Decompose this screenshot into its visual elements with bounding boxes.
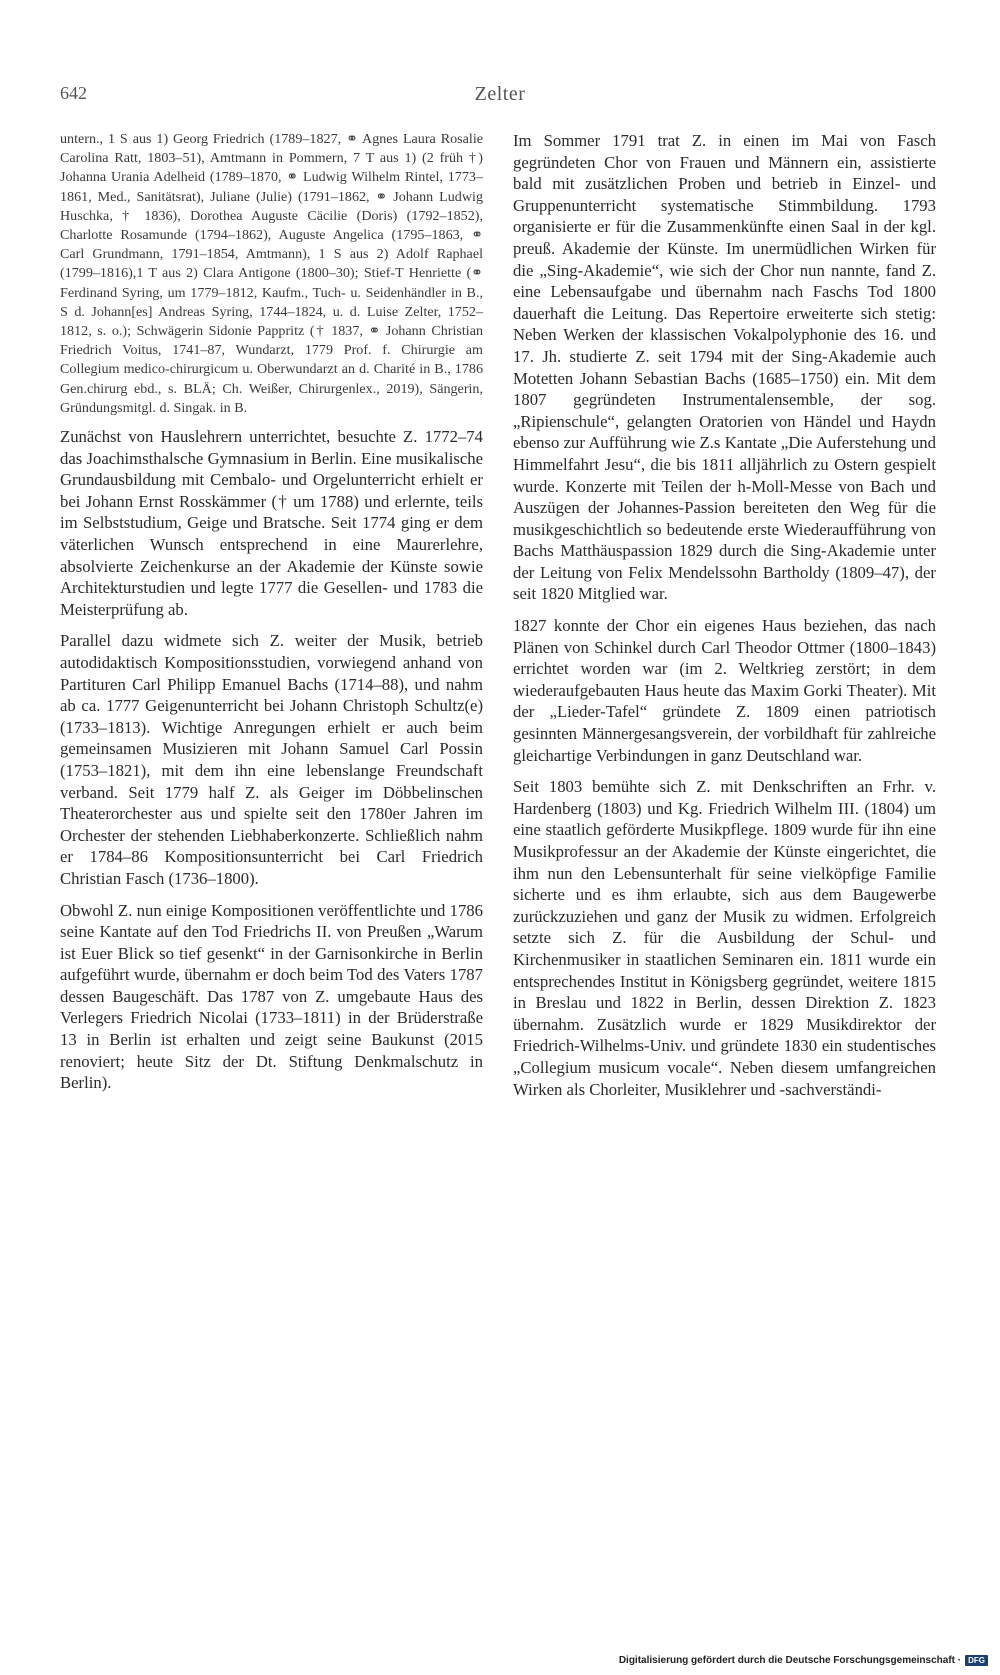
genealogy-paragraph: untern., 1 S aus 1) Georg Friedrich (1789–1827, ⚭ Agnes Laura Rosalie Carolina Ratt, 1803–51), Amtmann in Pommern, 7 T aus 1) (2 früh †) Johanna Urania Adelheid (1789–1870, ⚭ Ludwig Wilhelm Rintel, 1773–1861, Med., Sanitätsrat), Juliane (Julie) (1791–1862, ⚭ Johann Ludwig Huschka, † 1836), Dorothea Auguste Cäcilie (Doris) (1792–1852), Charlotte Rosamunde (1794–1862), Auguste Angelica (1795–1863, ⚭ Carl Grundmann, 1791–1854, Amtmann), 1 S aus 2) Adolf Raphael (1799–1816),1 T aus 2) Clara Antigone (1800–30); Stief-T Henriette (⚭ Ferdinand Syring, um 1779–1812, Kaufm., Tuch- u. Seidenhändler in B., S d. Johann[es] Andreas Syring, 1744–1824, u. d. Luise Zelter, 1752–1812, s. o.); Schwägerin Sidonie Pappritz († 1837, ⚭ Johann Christian Friedrich Voitus, 1741–87, Wundarzt, 1779 Prof. f. Chirurgie am Collegium medico-chirurgicum u. Oberwundarzt an d. Charité in B., 1786 Gen.chirurg ebd., s. BLÄ; Ch. Weißer, Chirurgenlex., 2019), Sängerin, Gründungsmitgl. d. Singak. in B. bbox=[60, 131, 483, 416]
body-paragraph: 1827 konnte der Chor ein eigenes Haus beziehen, das nach Plänen von Schinkel durch Carl Theodor Ottmer (1800–1843) errichtet worden war (im 2. Weltkrieg zerstört; in dem wiederaufgebauten Haus heute das Maxim Gorki Theater). Mit der „Lieder-Tafel“ gründete Z. 1809 einen patriotisch gesinnten Männergesangsverein, der vorbildhaft für zahlreiche gleichartige Verbindungen in ganz Deutschland war. bbox=[513, 616, 936, 765]
body-paragraph: Im Sommer 1791 trat Z. in einen im Mai von Fasch gegründeten Chor von Frauen und Männern ein, assistierte bald mit zusätzlichen Proben und betrieb in Einzel- und Gruppenunterricht systematische Stimmbildung. 1793 organisierte er für die Zusammenkünfte einen Saal in der kgl. preuß. Akademie der Künste. Im unermüdlichen Wirken für die „Sing-Akademie“, wie sich der Chor nun nannte, fand Z. eine Lebensaufgabe und übernahm nach Faschs Tod 1800 dauerhaft die Leitung. Das Repertoire erweiterte sich stetig: Neben Werken der klassischen Vokalpolyphonie des 16. und 17. Jh. studierte Z. seit 1794 mit der Sing-Akademie auch Motetten Johann Sebastian Bachs (1685–1750) ein. Mit dem 1807 gegründeten Instrumentalensemble, der sog. „Ripienschule“, gelangten Oratorien von Händel und Haydn ebenso zur Aufführung wie Z.s Kantate „Die Auferstehung und Himmelfahrt Jesu“, die bis 1811 alljährlich zu Ostern gespielt wurde. Konzerte mit Teilen der h-Moll-Messe von Bach und Auszügen der Johannes-Passion bereiteten den Weg für die musikgeschichtlich so bedeutende erste Wiederaufführung von Bachs Matthäuspassion 1829 durch die Sing-Akademie unter der Leitung von Felix Mendelssohn Bartholdy (1809–47), der seit 1820 Mitglied war. bbox=[513, 131, 936, 604]
right-column bbox=[513, 130, 936, 1110]
running-title: Zelter bbox=[474, 83, 526, 105]
footer-text: Digitalisierung gefördert durch die Deutsche Forschungsgemeinschaft · bbox=[618, 1655, 962, 1666]
body-paragraph: Seit 1803 bemühte sich Z. mit Denkschriften an Frhr. v. Hardenberg (1803) und Kg. Friedrich Wilhelm III. (1804) um eine staatlich geförderte Musikpflege. 1809 wurde für ihn eine Musikprofessur an der Akademie der Künste eingerichtet, die ihm nun den Lebensunterhalt für seine vielköpfige Familie sicherte und es ihm erlaubte, sich aus dem Baugewerbe zurückzuziehen und ganz der Musik zu widmen. Erfolgreich setzte sich Z. für die Ausbildung der Schul- und Kirchenmusiker in staatlichen Seminaren ein. 1811 wurde ein entsprechendes Institut in Königsberg gegründet, weitere 1815 in Breslau und 1822 in Berlin, dessen Direktion Z. 1823 übernahm. Zusätzlich wurde er 1829 Musikdirektor der Friedrich-Wilhelms-Univ. und gründete 1830 ein studentisches „Collegium musicum vocale“. Neben diesem umfangreichen Wirken als Chorleiter, Musiklehrer und -sachverständi- bbox=[513, 777, 936, 1099]
body-paragraph: Zunächst von Hauslehrern unterrichtet, besuchte Z. 1772–74 das Joachimsthalsche Gymnasium in Berlin. Eine musikalische Grundausbildung mit Cembalo- und Orgelunterricht erhielt er bei Johann Ernst Rosskämmer († um 1788) und erlernte, teils im Selbststudium, Geige und Bratsche. Seit 1774 ging er dem väterlichen Wunsch entsprechend in eine Maurerlehre, absolvierte Zeichenkurse an der Akademie der Künste sowie Architekturstudien und legte 1777 die Gesellen- und 1783 die Meisterprüfung ab. bbox=[60, 427, 483, 619]
dfg-logo: DFG bbox=[965, 1655, 988, 1666]
body-paragraph: Parallel dazu widmete sich Z. weiter der Musik, betrieb autodidaktisch Kompositionsstudien, vorwiegend anhand von Partituren Carl Philipp Emanuel Bachs (1714–88), und nahm ab ca. 1777 Geigenunterricht bei Johann Christoph Schultz(e) (1733–1813). Wichtige Anregungen erhielt er auch beim gemeinsamen Musizieren mit Johann Samuel Carl Possin (1753–1821), mit dem ihn eine lebenslange Freundschaft verband. Seit 1779 half Z. als Geiger im Döbbelinschen Theaterorchester aus und spielte seit den 1780er Jahren im Orchester der stehenden Liebhaberkonzerte. Schließlich nahm er 1784–86 Kompositionsunterricht bei Carl Friedrich Christian Fasch (1736–1800). bbox=[60, 631, 483, 888]
body-paragraph: Obwohl Z. nun einige Kompositionen veröffentlichte und 1786 seine Kantate auf den Tod Friedrichs II. von Preußen „Warum ist Euer Blick so tief gesenkt“ in der Garnisonkirche in Berlin aufgeführt wurde, übernahm er doch beim Tod des Vaters 1787 dessen Baugeschäft. Das 1787 von Z. umgebaute Haus des Verlegers Friedrich Nicolai (1733–1811) in der Brüderstraße 13 in Berlin ist erhalten und zeigt seine Baukunst (2015 renoviert; heute Sitz der Dt. Stiftung Denkmalschutz in Berlin). bbox=[60, 900, 483, 1093]
digitization-footer bbox=[619, 1655, 988, 1666]
page-number: 642 bbox=[60, 83, 87, 103]
left-column bbox=[60, 130, 483, 1104]
